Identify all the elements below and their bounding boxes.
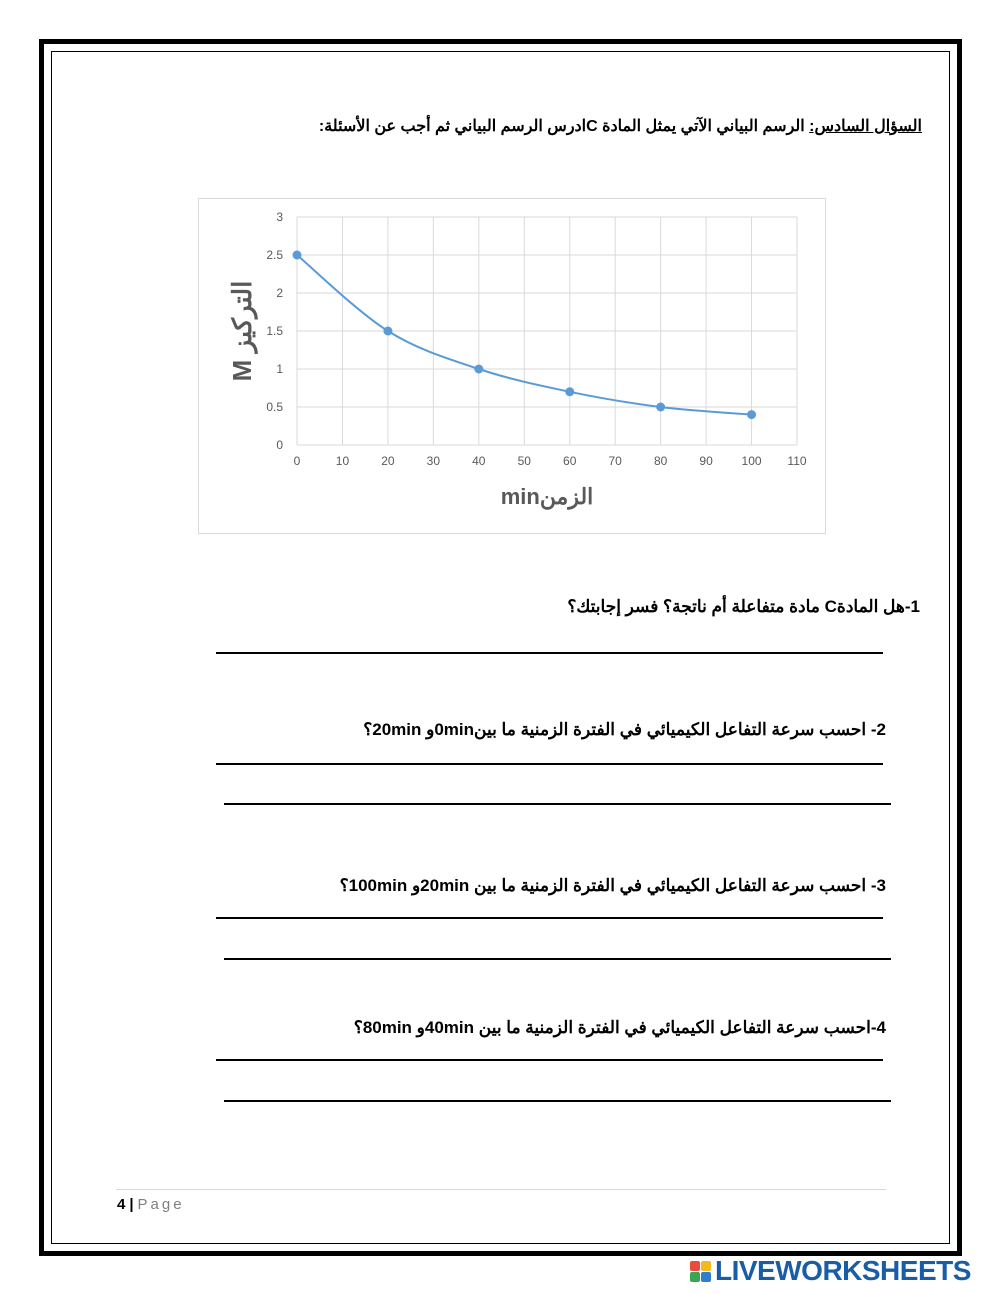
- page-number: 4: [117, 1196, 126, 1213]
- chart-svg: [199, 199, 827, 535]
- question-1: 1-هل المادةC مادة متفاعلة أم ناتجة؟ فسر إجابتك؟: [567, 597, 920, 616]
- x-tick-label: 60: [563, 454, 577, 468]
- x-tick-label: 80: [653, 454, 668, 468]
- data-point: [747, 410, 756, 419]
- answer-line-2a[interactable]: [216, 763, 883, 765]
- y-tick-label: 2.5: [266, 248, 283, 262]
- data-point: [474, 365, 483, 374]
- footer-separator: |: [129, 1196, 134, 1213]
- y-tick-label: 1.5: [266, 324, 283, 338]
- y-tick-label: 0: [276, 438, 283, 452]
- answer-line-4a[interactable]: [216, 1059, 883, 1061]
- liveworksheets-brand[interactable]: [690, 1256, 971, 1286]
- x-axis-label: الزمنmin: [500, 484, 594, 509]
- x-tick-label: 110: [787, 454, 807, 468]
- x-tick-label: 100: [741, 454, 762, 468]
- concentration-time-chart: [198, 198, 826, 534]
- answer-line-3b[interactable]: [224, 958, 891, 960]
- question-six-title: [319, 116, 922, 136]
- x-tick-label: 20: [381, 454, 395, 468]
- page-footer: [117, 1196, 185, 1213]
- question-six-instruction: الرسم البياني الآتي يمثل المادة Cادرس الرسم البياني ثم أجب عن الأسئلة:: [318, 118, 810, 135]
- y-axis-label: التركيز M: [227, 280, 257, 382]
- answer-line-4b[interactable]: [224, 1100, 891, 1102]
- question-six-lead: السؤال السادس:: [809, 118, 922, 135]
- brand-name: LIVEWORKSHEETS: [715, 1255, 971, 1286]
- data-point: [383, 327, 392, 336]
- y-tick-label: 3: [276, 210, 283, 224]
- y-tick-label: 2: [276, 286, 283, 300]
- liveworksheets-logo-icon: [690, 1261, 711, 1282]
- data-point: [565, 387, 574, 396]
- answer-line-1[interactable]: [216, 652, 883, 654]
- x-tick-label: 0: [293, 454, 301, 468]
- x-tick-label: 10: [335, 454, 350, 468]
- data-point: [656, 403, 665, 412]
- question-2: 2- احسب سرعة التفاعل الكيميائي في الفترة الزمنية ما بين0minو 20min؟: [363, 720, 886, 739]
- x-tick-label: 30: [426, 454, 441, 468]
- y-tick-label: 0.5: [266, 400, 283, 414]
- question-4: 4-احسب سرعة التفاعل الكيميائي في الفترة الزمنية ما بين 40minو 80min؟: [353, 1018, 886, 1037]
- data-point: [293, 251, 302, 260]
- x-tick-label: 40: [472, 454, 486, 468]
- x-tick-label: 70: [608, 454, 622, 468]
- x-tick-label: 90: [699, 454, 713, 468]
- y-tick-label: 1: [276, 362, 283, 376]
- x-tick-label: 50: [517, 454, 531, 468]
- page-label: Page: [137, 1196, 185, 1213]
- answer-line-2b[interactable]: [224, 803, 891, 805]
- footer-divider: [116, 1189, 886, 1190]
- answer-line-3a[interactable]: [216, 917, 883, 919]
- question-3: 3- احسب سرعة التفاعل الكيميائي في الفترة الزمنية ما بين 20minو 100min؟: [339, 876, 886, 895]
